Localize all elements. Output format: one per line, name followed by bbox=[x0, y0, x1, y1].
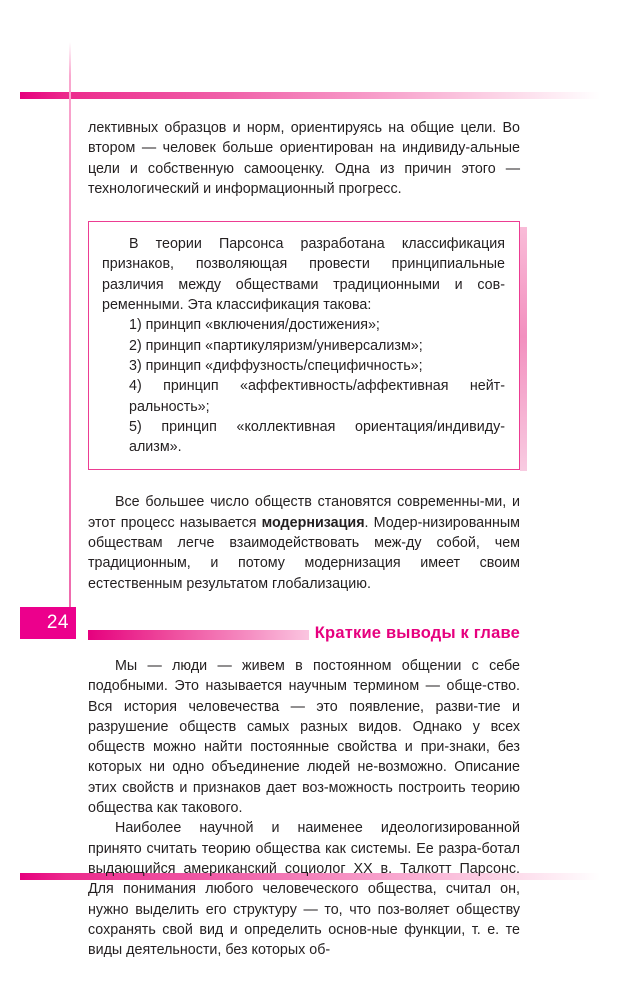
callout-lead-paragraph: В теории Парсонса разработана классификация признаков, позволяющая провести принципиальные различия между обществами традиционными и сов-ременными. Эта классификация такова: bbox=[102, 236, 505, 314]
paragraph-summary-one: Мы — люди — живем в постоянном общении с себе подобными. Это называется научным термином — обще-ство. Вся история человечества — это появление, разви-тие и разрушение обществ самых разных видов. Однако у всех обществ можно найти постоянные свойства и при-знаки, без которых ни одно объединение людей не-возможно. Описание этих свойств и признаков дает воз-можность построить теорию общества как такового. bbox=[88, 657, 520, 817]
text-column bbox=[88, 118, 520, 960]
list-item: 2) принцип «партикуляризм/универсализм»; bbox=[129, 337, 423, 354]
page-number-badge: 24 bbox=[20, 607, 76, 639]
top-decorative-rule bbox=[20, 92, 600, 99]
list-item: 1) принцип «включения/достижения»; bbox=[129, 317, 380, 334]
callout-box bbox=[88, 221, 520, 470]
callout-box-shadow bbox=[520, 227, 527, 471]
section-heading bbox=[88, 624, 520, 648]
modernization-text-after: . Модер-низированным обществам легче взаимодействовать меж-ду собой, чем традиционным, и потому модернизация имеет своим естественным результатом глобализацию. bbox=[88, 514, 520, 592]
list-item: 5) принцип «коллективная ориентация/индивиду-ализм». bbox=[129, 418, 505, 456]
modernization-text-before: Все большее число обществ становятся современны-ми, и этот процесс называется bbox=[88, 494, 520, 531]
paragraph-intro: лективных образцов и норм, ориентируясь на общие цели. Во втором — человек больше ориентирован на индивиду-альные цели и собственную самооценку. Одна из причин этого — технологический и информационный прогресс. bbox=[88, 120, 520, 197]
callout-box-wrapper bbox=[88, 221, 520, 470]
paragraph-summary-two: Наиболее научной и наименее идеологизированной принято считать теорию общества как системы. Ее разра-ботал выдающийся американский социолог XX в. Талкотт Парсонс. Для понимания любого человеческого общества, считал он, нужно выделить его структуру — то, что поз-воляет обществу сохранять свой вид и определить основ-ные функции, т. е. те виды деятельности, без которых об- bbox=[88, 820, 520, 959]
key-term-modernization: модернизация bbox=[261, 514, 365, 531]
left-vertical-accent-line bbox=[69, 42, 71, 608]
callout-principle-list bbox=[102, 315, 505, 457]
list-item: 4) принцип «аффективность/аффективная нейт-ральность»; bbox=[129, 378, 505, 415]
section-heading-title: Краткие выводы к главе bbox=[309, 624, 520, 643]
paragraph-modernization bbox=[88, 492, 520, 593]
list-item: 3) принцип «диффузность/специфичность»; bbox=[129, 357, 423, 374]
